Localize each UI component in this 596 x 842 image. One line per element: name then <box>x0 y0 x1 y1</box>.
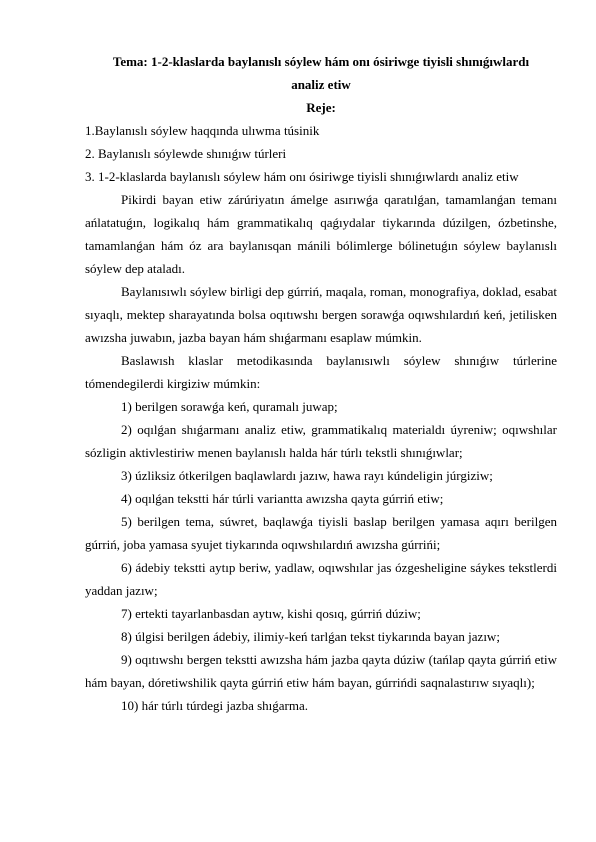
list-item: 10) hár túrlı túrdegi jazba shıǵarma. <box>121 698 308 713</box>
exercise-list <box>85 395 557 717</box>
title-line-1: Tema: 1-2-klaslarda baylanıslı sóylew hám onı ósiriwge tiyisli shınıǵıwlardı <box>112 54 530 69</box>
list-item: 9) oqıtıwshı bergen tekstti awızsha hám jazba qayta dúziw (tańlap qayta gúrriń etiw hám bayan, dóretiwshilik qayta gúrriń etiw hám bayan, gúrrińdi saqnalastırıw sıyaqlı); <box>85 652 557 690</box>
plan-list <box>85 119 557 188</box>
paragraph-2: Baylanısıwlı sóylew birligi dep gúrriń, maqala, roman, monografiya, doklad, esabat sıyaqlı, mektep sharayatında bolsa oqıtıwshı bergen sorawǵa oqıwshılardıń keń, jetilisken awızsha juwabın, jazba bayan hám shıǵarmanı esaplaw múmkin. <box>85 284 557 345</box>
list-item: 5) berilgen tema, súwret, baqlawǵa tiyisli baslap berilgen yamasa aqırı berilgen gúrriń, joba yamasa syujet tiykarında oqıwshılardıń awızsha gúrrińi; <box>85 514 557 552</box>
plan-item-2: 2. Baylanıslı sóylewde shınıǵıw túrleri <box>85 146 287 161</box>
title-line-2: analiz etiw <box>291 77 351 92</box>
list-item: 7) ertekti tayarlanbasdan aytıw, kishi qosıq, gúrriń dúziw; <box>121 606 421 621</box>
list-item: 3) úzliksiz ótkerilgen baqlawlardı jazıw, hawa rayı kúndeligin júrgiziw; <box>121 468 493 483</box>
plan-item-3: 3. 1-2-klaslarda baylanıslı sóylew hám onı ósiriwge tiyisli shınıǵıwlardı analiz etiw <box>85 169 519 184</box>
document-page <box>85 50 557 717</box>
document-title <box>85 50 557 96</box>
list-item: 8) úlgisi berilgen ádebiy, ilimiy-keń tarlǵan tekst tiykarında bayan jazıw; <box>121 629 500 644</box>
list-item: 1) berilgen sorawǵa keń, quramalı juwap; <box>121 399 338 414</box>
list-item: 4) oqılǵan tekstti hár túrli variantta awızsha qayta gúrriń etiw; <box>121 491 444 506</box>
paragraph-3: Baslawısh klaslar metodikasında baylanısıwlı sóylew shınıǵıw túrlerine tómendegilerdi kirgiziw múmkin: <box>85 353 557 391</box>
plan-item-1: 1.Baylanıslı sóylew haqqında ulıwma túsinik <box>85 123 320 138</box>
plan-heading: Reje: <box>306 100 336 115</box>
list-item: 6) ádebiy tekstti aytıp beriw, yadlaw, oqıwshılar jas ózgesheligine sáykes tekstlerdi yaddan jazıw; <box>85 560 557 598</box>
paragraph-1: Pikirdi bayan etiw zárúriyatın ámelge asırıwǵa qaratılǵan, tamamlanǵan temanı ańlatatuǵın, logikalıq hám grammatikalıq qaǵıydalar tiykarında dúzilgen, ózbetinshe, tamamlanǵan hám óz ara baylanısqan mánili bólimlerge bólinetuǵın sóylew baylanıslı sóylew dep ataladı. <box>85 192 557 276</box>
list-item: 2) oqılǵan shıǵarmanı analiz etiw, grammatikalıq materialdı úyreniw; oqıwshılar sózligin aktivlestiriw menen baylanıslı halda hár túrlı tekstli shınıǵıwlar; <box>85 422 557 460</box>
